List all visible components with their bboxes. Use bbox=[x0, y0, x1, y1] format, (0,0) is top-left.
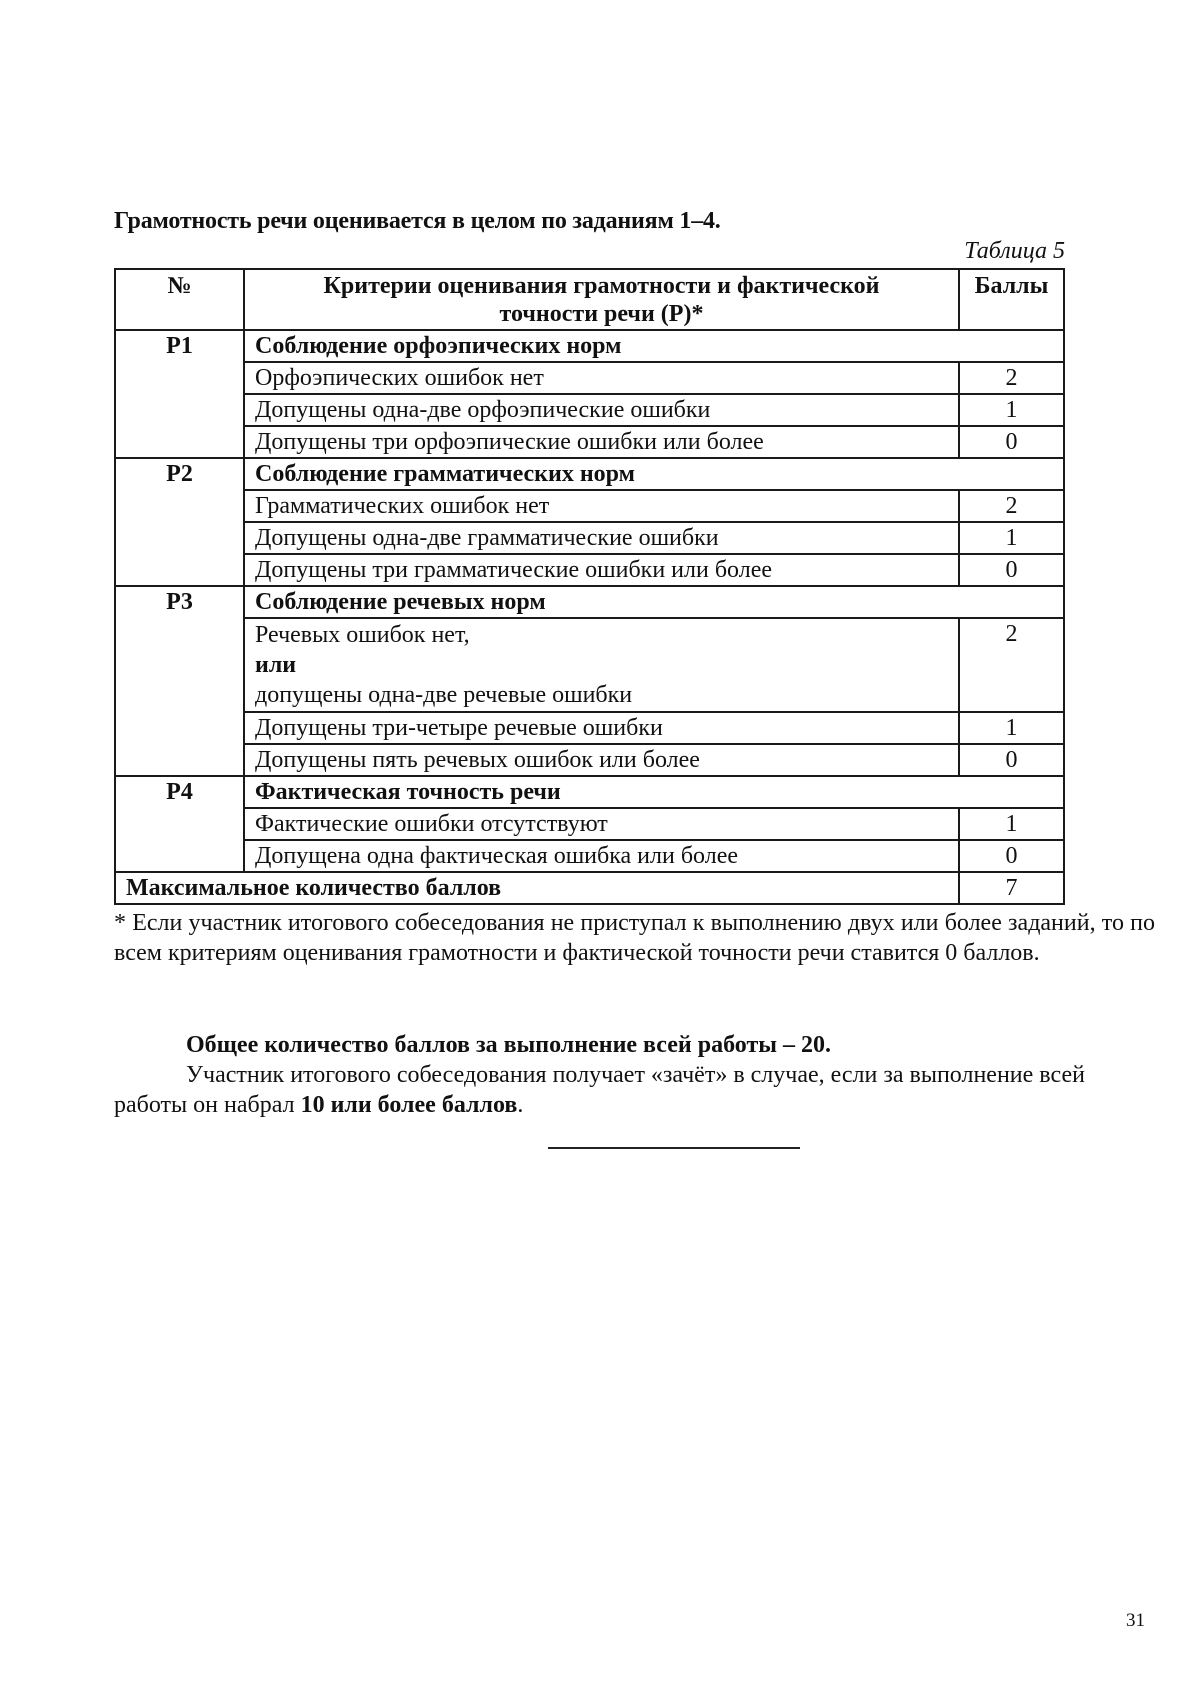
criterion-description: Допущена одна фактическая ошибка или более bbox=[244, 840, 959, 872]
summary bbox=[114, 1030, 1155, 1120]
header-number: № bbox=[115, 269, 244, 330]
criterion-code: Р3 bbox=[115, 586, 244, 776]
criterion-description: Грамматических ошибок нет bbox=[244, 490, 959, 522]
criterion-score: 0 bbox=[959, 554, 1064, 586]
table-row bbox=[115, 554, 1064, 586]
criterion-description: Допущены три грамматические ошибки или более bbox=[244, 554, 959, 586]
criterion-description: Допущены три-четыре речевые ошибки bbox=[244, 712, 959, 744]
header-score: Баллы bbox=[959, 269, 1064, 330]
criterion-description-line: Речевых ошибок нет, bbox=[255, 622, 470, 648]
criterion-description-line: или bbox=[255, 652, 297, 678]
criterion-score: 0 bbox=[959, 426, 1064, 458]
pass-condition bbox=[114, 1060, 1155, 1120]
total-score: 7 bbox=[959, 872, 1064, 904]
criterion-title: Фактическая точность речи bbox=[244, 776, 1064, 808]
table-row bbox=[115, 618, 1064, 712]
table-row bbox=[115, 330, 1064, 362]
criterion-score: 1 bbox=[959, 712, 1064, 744]
table-row bbox=[115, 744, 1064, 776]
criterion-code: Р4 bbox=[115, 776, 244, 872]
criterion-title: Соблюдение орфоэпических норм bbox=[244, 330, 1064, 362]
criterion-description: Орфоэпических ошибок нет bbox=[244, 362, 959, 394]
criterion-score: 1 bbox=[959, 394, 1064, 426]
criterion-description: Допущены одна-две грамматические ошибки bbox=[244, 522, 959, 554]
criterion-description-line: допущены одна-две речевые ошибки bbox=[255, 682, 633, 708]
table-row bbox=[115, 490, 1064, 522]
total-label: Максимальное количество баллов bbox=[115, 872, 959, 904]
table-header-row bbox=[115, 269, 1064, 330]
criterion-score: 0 bbox=[959, 840, 1064, 872]
table-row bbox=[115, 394, 1064, 426]
table-row bbox=[115, 426, 1064, 458]
criterion-title: Соблюдение грамматических норм bbox=[244, 458, 1064, 490]
table-row bbox=[115, 776, 1064, 808]
criterion-description: Допущены пять речевых ошибок или более bbox=[244, 744, 959, 776]
criteria-table bbox=[114, 268, 1065, 905]
criterion-score: 1 bbox=[959, 522, 1064, 554]
section-heading: Грамотность речи оценивается в целом по заданиям 1–4. bbox=[114, 208, 721, 234]
divider-line bbox=[548, 1147, 800, 1149]
criterion-code: Р1 bbox=[115, 330, 244, 458]
table-row bbox=[115, 808, 1064, 840]
criterion-score: 2 bbox=[959, 490, 1064, 522]
table-row bbox=[115, 522, 1064, 554]
criterion-description bbox=[244, 618, 959, 712]
criterion-score: 2 bbox=[959, 362, 1064, 394]
criterion-title: Соблюдение речевых норм bbox=[244, 586, 1064, 618]
table-row bbox=[115, 458, 1064, 490]
table-row bbox=[115, 362, 1064, 394]
table-total-row bbox=[115, 872, 1064, 904]
pass-condition-end: . bbox=[517, 1092, 524, 1118]
criterion-description: Допущены три орфоэпические ошибки или более bbox=[244, 426, 959, 458]
table-footnote: * Если участник итогового собеседования не приступал к выполнению двух или более заданий, то по всем критериям оценивания грамотности и фактической точности речи ставится 0 баллов. bbox=[114, 910, 1155, 966]
header-criteria: Критерии оценивания грамотности и фактической точности речи (Р)* bbox=[244, 269, 959, 330]
criterion-score: 0 bbox=[959, 744, 1064, 776]
page-number: 31 bbox=[1126, 1610, 1145, 1631]
table-row bbox=[115, 712, 1064, 744]
criterion-description: Фактические ошибки отсутствуют bbox=[244, 808, 959, 840]
table-row bbox=[115, 840, 1064, 872]
pass-threshold: 10 или более баллов bbox=[300, 1092, 518, 1118]
total-score-statement: Общее количество баллов за выполнение всей работы – 20. bbox=[186, 1032, 831, 1058]
criterion-code: Р2 bbox=[115, 458, 244, 586]
table-row bbox=[115, 586, 1064, 618]
criterion-score: 2 bbox=[959, 618, 1064, 712]
criterion-description: Допущены одна-две орфоэпические ошибки bbox=[244, 394, 959, 426]
criterion-score: 1 bbox=[959, 808, 1064, 840]
table-caption: Таблица 5 bbox=[964, 238, 1065, 264]
pass-condition-text: Участник итогового собеседования получает «зачёт» в случае, если за выполнение всей работы он набрал bbox=[114, 1062, 1085, 1118]
